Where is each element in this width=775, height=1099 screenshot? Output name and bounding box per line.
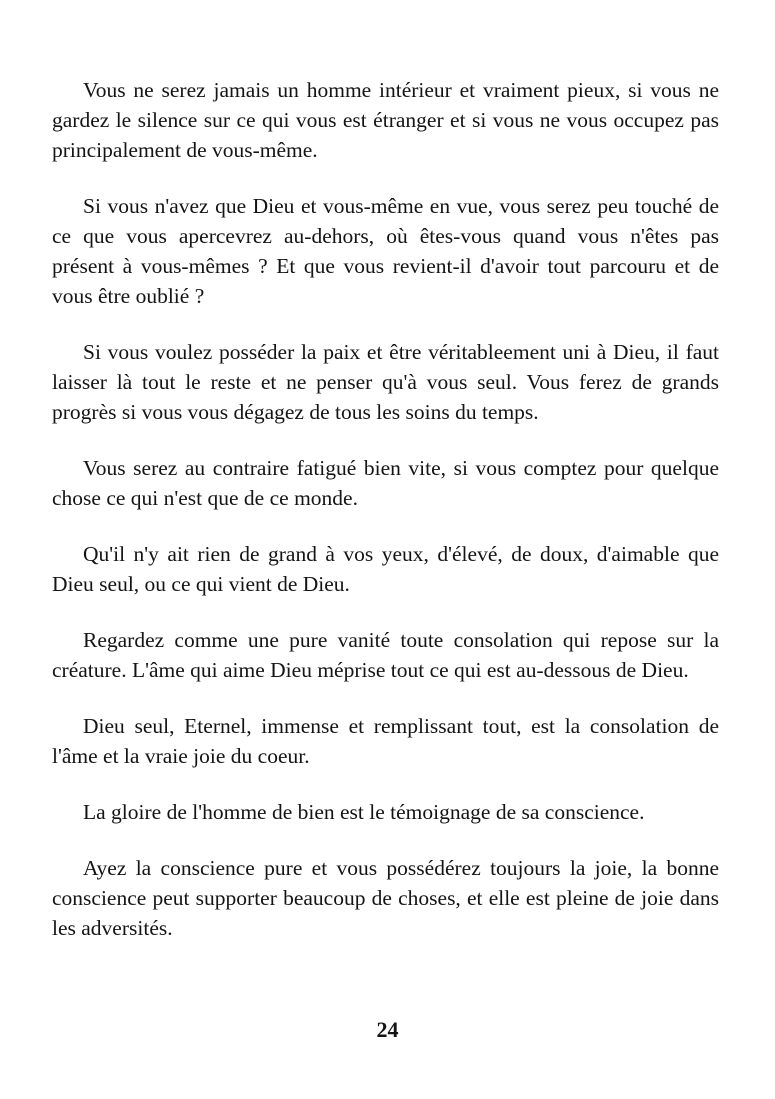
page-body [52, 75, 719, 943]
paragraph-9: Ayez la conscience pure et vous possédérez toujours la joie, la bonne conscience peut supporter beaucoup de choses, et elle est pleine de joie dans les adversités. [52, 856, 719, 940]
paragraph-1: Vous ne serez jamais un homme intérieur et vraiment pieux, si vous ne gardez le silence sur ce qui vous est étranger et si vous ne vous occupez pas principalement de vous-même. [52, 78, 719, 162]
paragraph-5: Qu'il n'y ait rien de grand à vos yeux, d'élevé, de doux, d'aimable que Dieu seul, ou ce qui vient de Dieu. [52, 542, 719, 596]
paragraph-2: Si vous n'avez que Dieu et vous-même en vue, vous serez peu touché de ce que vous apercevrez au-dehors, où êtes-vous quand vous n'êtes pas présent à vous-mêmes ? Et que vous revient-il d'avoir tout parcouru et de vous être oublié ? [52, 194, 719, 308]
paragraph-8: La gloire de l'homme de bien est le témoignage de sa conscience. [83, 800, 645, 824]
paragraph-6: Regardez comme une pure vanité toute consolation qui repose sur la créature. L'âme qui aime Dieu méprise tout ce qui est au-dessous de Dieu. [52, 628, 719, 682]
page-number: 24 [376, 1017, 399, 1042]
paragraph-4: Vous serez au contraire fatigué bien vite, si vous comptez pour quelque chose ce qui n'est que de ce monde. [52, 456, 719, 510]
paragraph-7: Dieu seul, Eternel, immense et remplissant tout, est la consolation de l'âme et la vraie joie du coeur. [52, 714, 719, 768]
paragraph-3: Si vous voulez posséder la paix et être véritableement uni à Dieu, il faut laisser là tout le reste et ne penser qu'à vous seul. Vous ferez de grands progrès si vous vous dégagez de tous les soins du temps. [52, 340, 719, 424]
